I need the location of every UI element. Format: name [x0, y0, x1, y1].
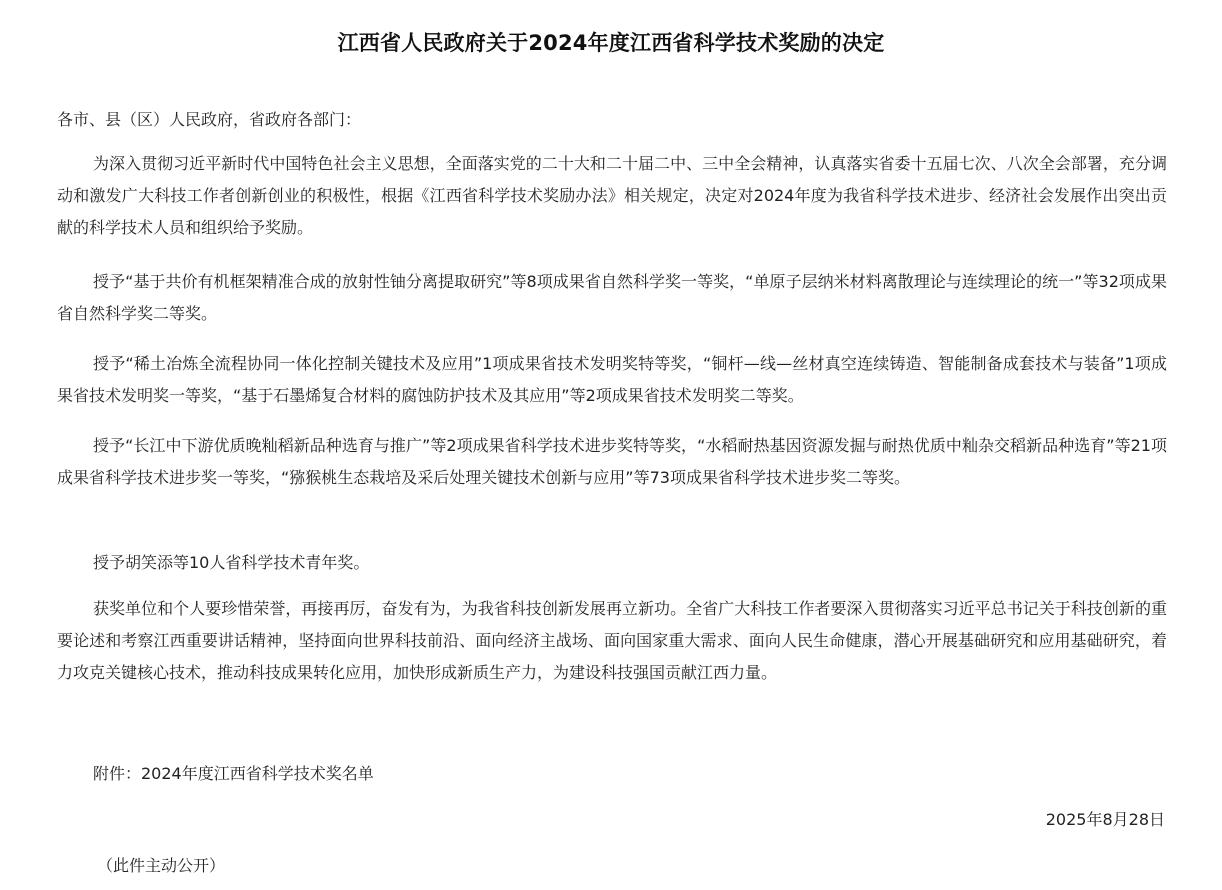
paragraph-youth-award: 授予胡笑添等10人省科学技术青年奖。: [93, 553, 370, 572]
document-title: 江西省人民政府关于2024年度江西省科学技术奖励的决定: [337, 31, 885, 56]
issue-date: 2025年8月28日: [1045, 810, 1165, 829]
paragraph-natural-science-award: 授予“基于共价有机框架精准合成的放射性铀分离提取研究”等8项成果省自然科学奖一等奖，“单原子层纳米材料离散理论与连续理论的统一”等32项成果省自然科学奖二等奖。: [57, 272, 1167, 323]
paragraph-intro: 为深入贯彻习近平新时代中国特色社会主义思想，全面落实党的二十大和二十届二中、三中全会精神，认真落实省委十五届七次、八次全会部署，充分调动和激发广大科技工作者创新创业的积极性，根据《江西省科学技术奖励办法》相关规定，决定对2024年度为我省科学技术进步、经济社会发展作出突出贡献的科学技术人员和组织给予奖励。: [57, 154, 1167, 237]
attachment-link[interactable]: 附件：2024年度江西省科学技术奖名单: [93, 764, 374, 783]
disclosure-note: （此件主动公开）: [97, 856, 226, 875]
paragraph-sci-tech-progress-award: 授予“长江中下游优质晚籼稻新品种选育与推广”等2项成果省科学技术进步奖特等奖，“水稻耐热基因资源发掘与耐热优质中籼杂交稻新品种选育”等21项成果省科学技术进步奖一等奖，“猕猴桃生态栽培及采后处理关键技术创新与应用”等73项成果省科学技术进步奖二等奖。: [57, 436, 1167, 487]
paragraph-closing: 获奖单位和个人要珍惜荣誉，再接再厉，奋发有为，为我省科技创新发展再立新功。全省广大科技工作者要深入贯彻落实习近平总书记关于科技创新的重要论述和考察江西重要讲话精神，坚持面向世界科技前沿、面向经济主战场、面向国家重大需求、面向人民生命健康，潜心开展基础研究和应用基础研究，着力攻克关键核心技术，推动科技成果转化应用，加快形成新质生产力，为建设科技强国贡献江西力量。: [57, 599, 1167, 682]
paragraph-technology-invention-award: 授予“稀土冶炼全流程协同一体化控制关键技术及应用”1项成果省技术发明奖特等奖，“铜杆—线—丝材真空连续铸造、智能制备成套技术与装备”1项成果省技术发明奖一等奖，“基于石墨烯复合材料的腐蚀防护技术及其应用”等2项成果省技术发明奖二等奖。: [57, 354, 1167, 405]
salutation: 各市、县（区）人民政府，省政府各部门：: [57, 110, 362, 129]
